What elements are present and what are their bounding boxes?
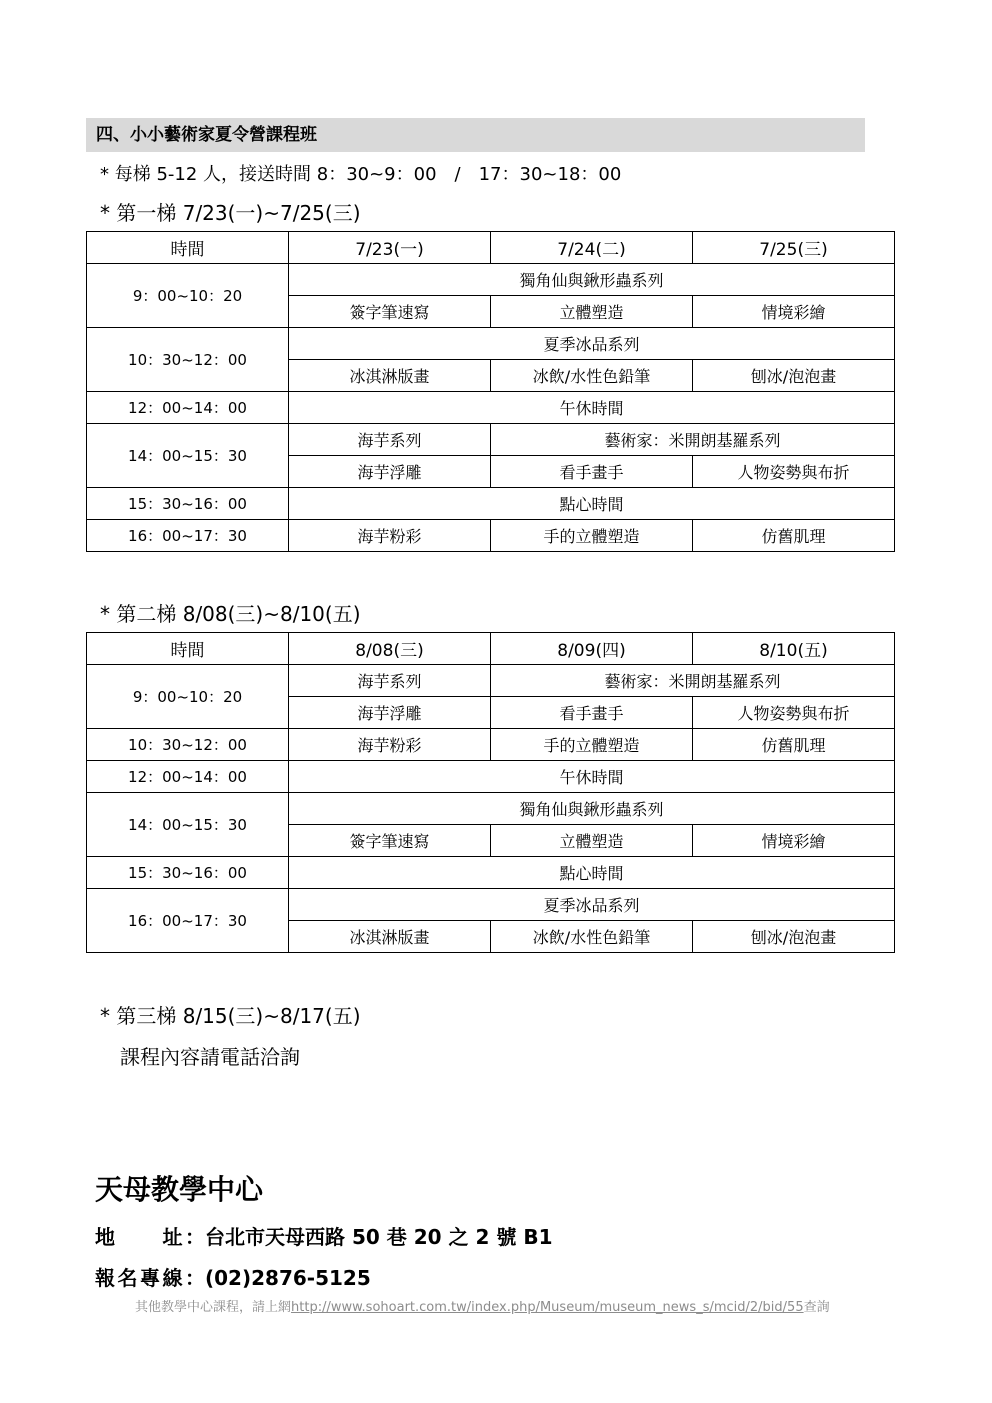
table-row: [87, 328, 895, 360]
course-cell: 簽字筆速寫: [289, 296, 491, 328]
series-cell: 海芋系列: [289, 424, 491, 456]
header-day3: 7/25(三): [693, 232, 895, 264]
course-cell: 情境彩繪: [693, 825, 895, 857]
address-label: 地 址：: [95, 1225, 205, 1249]
table-row: [87, 793, 895, 825]
batch1-schedule-table: [86, 231, 895, 552]
course-cell: 冰淇淋版畫: [289, 921, 491, 953]
course-cell: 立體塑造: [491, 825, 693, 857]
table-row: [87, 889, 895, 921]
footer-note: [135, 1296, 830, 1315]
course-cell: 仿舊肌理: [693, 729, 895, 761]
time-cell: 12：00~14：00: [87, 392, 289, 424]
address-line: [95, 1221, 552, 1250]
time-cell: 12：00~14：00: [87, 761, 289, 793]
address-value: 台北市天母西路 50 巷 20 之 2 號 B1: [205, 1225, 553, 1249]
break-cell: 點心時間: [289, 857, 895, 889]
table-header-row: [87, 232, 895, 264]
course-cell: 冰淇淋版畫: [289, 360, 491, 392]
footer-prefix: 其他教學中心課程，請上網: [135, 1300, 292, 1315]
time-cell: 14：00~15：30: [87, 793, 289, 857]
course-cell: 刨冰/泡泡畫: [693, 921, 895, 953]
table-row: [87, 424, 895, 456]
course-cell: 情境彩繪: [693, 296, 895, 328]
time-cell: 10：30~12：00: [87, 328, 289, 392]
footer-link[interactable]: http://www.sohoart.com.tw/index.php/Museum/museum_news_s/mcid/2/bid/55: [291, 1300, 804, 1315]
time-cell: 16：00~17：30: [87, 889, 289, 953]
header-day1: 8/08(三): [289, 633, 491, 665]
table-row: [87, 488, 895, 520]
break-cell: 點心時間: [289, 488, 895, 520]
center-name: 天母教學中心: [95, 1173, 264, 1206]
header-day2: 7/24(二): [491, 232, 693, 264]
course-cell: 手的立體塑造: [491, 520, 693, 552]
time-cell: 10：30~12：00: [87, 729, 289, 761]
course-cell: 海芋浮雕: [289, 456, 491, 488]
series-cell: 藝術家：米開朗基羅系列: [491, 665, 895, 697]
footer-suffix: 查詢: [803, 1300, 830, 1315]
course-cell: 看手畫手: [491, 456, 693, 488]
course-cell: 海芋粉彩: [289, 520, 491, 552]
table-row: [87, 857, 895, 889]
course-cell: 冰飲/水性色鉛筆: [491, 360, 693, 392]
batch3-note: 課程內容請電話洽詢: [120, 1045, 300, 1069]
batch2-schedule-table: [86, 632, 895, 953]
table-row: [87, 520, 895, 552]
header-time: 時間: [87, 232, 289, 264]
time-cell: 14：00~15：30: [87, 424, 289, 488]
table-row: [87, 665, 895, 697]
course-cell: 簽字筆速寫: [289, 825, 491, 857]
batch2-label: * 第二梯 8/08(三)~8/10(五): [100, 602, 361, 626]
time-cell: 15：30~16：00: [87, 857, 289, 889]
break-cell: 午休時間: [289, 392, 895, 424]
header-day3: 8/10(五): [693, 633, 895, 665]
header-day1: 7/23(一): [289, 232, 491, 264]
phone-line: [95, 1262, 371, 1291]
table-row: [87, 761, 895, 793]
course-cell: 手的立體塑造: [491, 729, 693, 761]
series-cell: 獨角仙與鍬形蟲系列: [289, 264, 895, 296]
table-header-row: [87, 633, 895, 665]
section-title: 四、小小藝術家夏令營課程班: [86, 118, 865, 152]
table-row: [87, 729, 895, 761]
time-cell: 16：00~17：30: [87, 520, 289, 552]
course-cell: 立體塑造: [491, 296, 693, 328]
course-cell: 人物姿勢與布折: [693, 697, 895, 729]
series-cell: 獨角仙與鍬形蟲系列: [289, 793, 895, 825]
table-row: [87, 264, 895, 296]
course-cell: 冰飲/水性色鉛筆: [491, 921, 693, 953]
series-cell: 夏季冰品系列: [289, 328, 895, 360]
batch3-label: * 第三梯 8/15(三)~8/17(五): [100, 1004, 361, 1028]
course-cell: 刨冰/泡泡畫: [693, 360, 895, 392]
series-cell: 夏季冰品系列: [289, 889, 895, 921]
batch1-label: * 第一梯 7/23(一)~7/25(三): [100, 201, 361, 225]
series-cell: 藝術家：米開朗基羅系列: [491, 424, 895, 456]
course-cell: 看手畫手: [491, 697, 693, 729]
course-cell: 海芋粉彩: [289, 729, 491, 761]
header-time: 時間: [87, 633, 289, 665]
course-cell: 仿舊肌理: [693, 520, 895, 552]
time-cell: 9：00~10：20: [87, 665, 289, 729]
phone-label: 報名專線：: [95, 1266, 205, 1290]
course-cell: 海芋浮雕: [289, 697, 491, 729]
time-cell: 9：00~10：20: [87, 264, 289, 328]
time-cell: 15：30~16：00: [87, 488, 289, 520]
break-cell: 午休時間: [289, 761, 895, 793]
phone-value: (02)2876-5125: [205, 1266, 371, 1290]
capacity-note: * 每梯 5-12 人，接送時間 8：30~9：00 / 17：30~18：00: [100, 164, 622, 185]
course-cell: 人物姿勢與布折: [693, 456, 895, 488]
table-row: [87, 392, 895, 424]
series-cell: 海芋系列: [289, 665, 491, 697]
header-day2: 8/09(四): [491, 633, 693, 665]
